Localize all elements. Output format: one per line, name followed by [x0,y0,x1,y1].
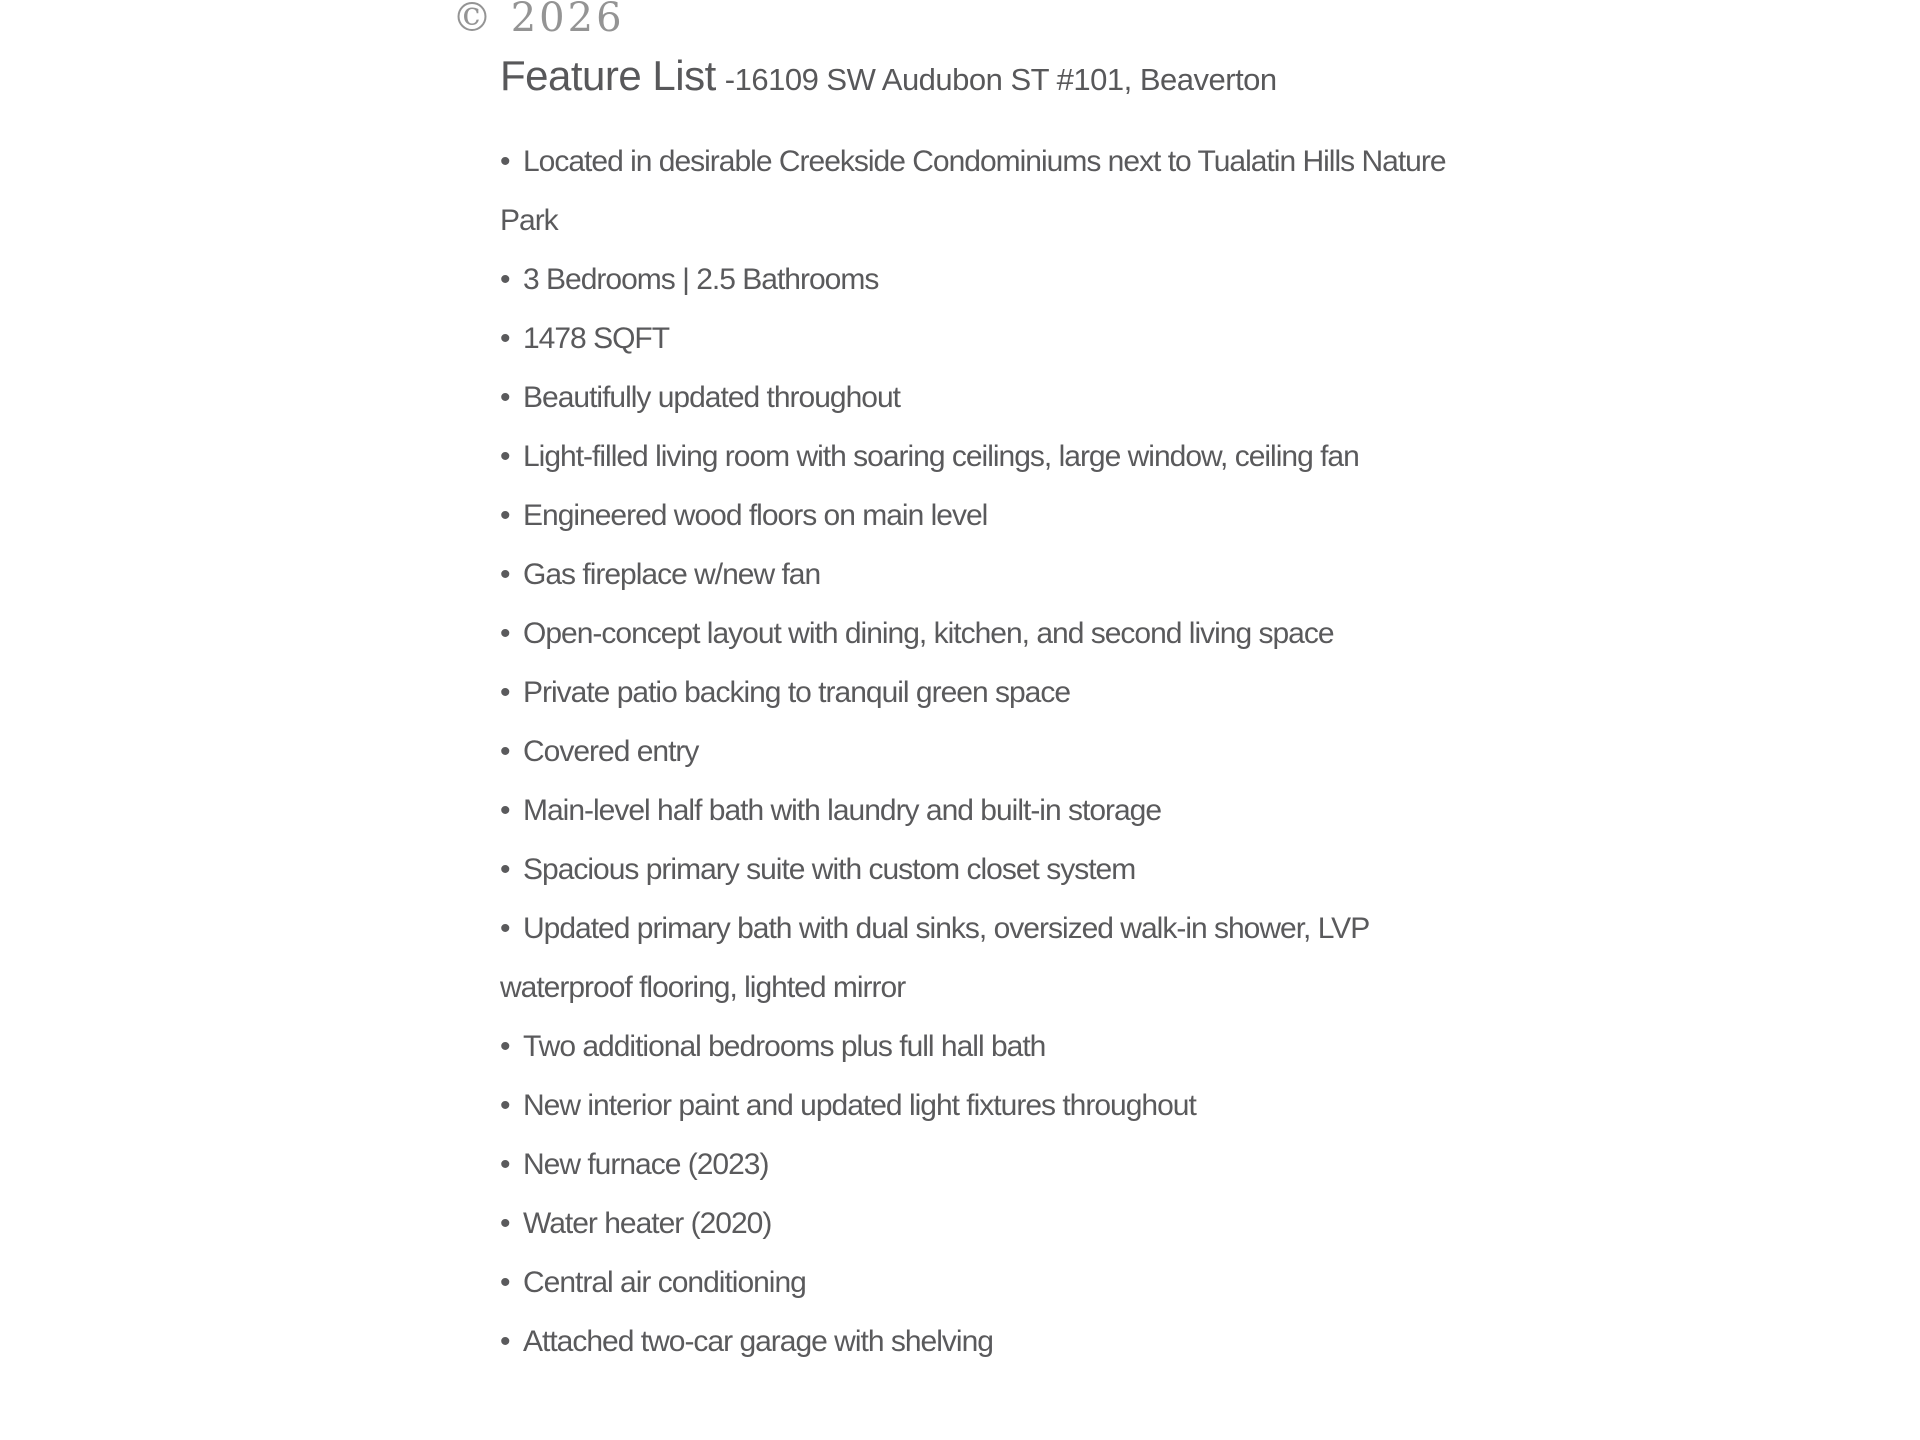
feature-item [500,1135,1446,1194]
feature-item-continuation [500,958,1446,1017]
page-title-text: Feature List [500,52,716,99]
copyright-watermark: © 2026 [452,0,625,41]
bullet-icon: • [500,1325,511,1358]
feature-item [500,899,1446,958]
feature-item-continuation [500,191,1446,250]
feature-item [500,722,1446,781]
bullet-icon: • [500,735,511,768]
feature-text: Gas fireplace w/new fan [523,558,821,591]
feature-text: Central air conditioning [523,1266,806,1299]
bullet-icon: • [500,381,511,414]
feature-item [500,309,1446,368]
feature-text: 1478 SQFT [523,322,670,355]
feature-text: Main-level half bath with laundry and built-in storage [523,794,1162,827]
feature-item [500,781,1446,840]
feature-text: New interior paint and updated light fixtures throughout [523,1089,1196,1122]
feature-item [500,1253,1446,1312]
feature-item [500,840,1446,899]
feature-item [500,132,1446,191]
feature-text: Beautifully updated throughout [523,381,900,414]
feature-item [500,1312,1446,1371]
feature-text: 3 Bedrooms | 2.5 Bathrooms [523,263,879,296]
bullet-icon: • [500,145,511,178]
feature-text: Light-filled living room with soaring ceilings, large window, ceiling fan [523,440,1359,473]
page-title-address: 16109 SW Audubon ST #101, Beaverton [734,62,1277,97]
bullet-icon: • [500,499,511,532]
feature-item [500,545,1446,604]
bullet-icon: • [500,912,511,945]
feature-text: Attached two-car garage with shelving [523,1325,993,1358]
feature-text: Covered entry [523,735,699,768]
bullet-icon: • [500,794,511,827]
feature-item [500,604,1446,663]
bullet-icon: • [500,1030,511,1063]
bullet-icon: • [500,676,511,709]
bullet-icon: • [500,853,511,886]
feature-text: Located in desirable Creekside Condominiums next to Tualatin Hills Nature [523,145,1446,178]
feature-text: Updated primary bath with dual sinks, oversized walk-in shower, LVP [523,912,1370,945]
bullet-icon: • [500,440,511,473]
feature-item [500,427,1446,486]
feature-text: Private patio backing to tranquil green space [523,676,1071,709]
bullet-icon: • [500,558,511,591]
feature-item [500,250,1446,309]
feature-text: Two additional bedrooms plus full hall bath [523,1030,1046,1063]
feature-text: Open-concept layout with dining, kitchen, and second living space [523,617,1334,650]
bullet-icon: • [500,617,511,650]
feature-list [500,132,1446,1371]
feature-item [500,663,1446,722]
feature-text: Engineered wood floors on main level [523,499,988,532]
bullet-icon: • [500,1207,511,1240]
page-title [500,52,1277,100]
feature-text: New furnace (2023) [523,1148,769,1181]
bullet-icon: • [500,322,511,355]
feature-item [500,486,1446,545]
feature-item [500,1017,1446,1076]
feature-item [500,1076,1446,1135]
bullet-icon: • [500,1148,511,1181]
bullet-icon: • [500,263,511,296]
feature-text: waterproof flooring, lighted mirror [500,971,906,1004]
bullet-icon: • [500,1266,511,1299]
feature-item [500,1194,1446,1253]
feature-text: Park [500,204,558,237]
feature-item [500,368,1446,427]
page-title-dash: - [724,62,735,97]
feature-text: Water heater (2020) [523,1207,772,1240]
feature-text: Spacious primary suite with custom closet system [523,853,1136,886]
bullet-icon: • [500,1089,511,1122]
